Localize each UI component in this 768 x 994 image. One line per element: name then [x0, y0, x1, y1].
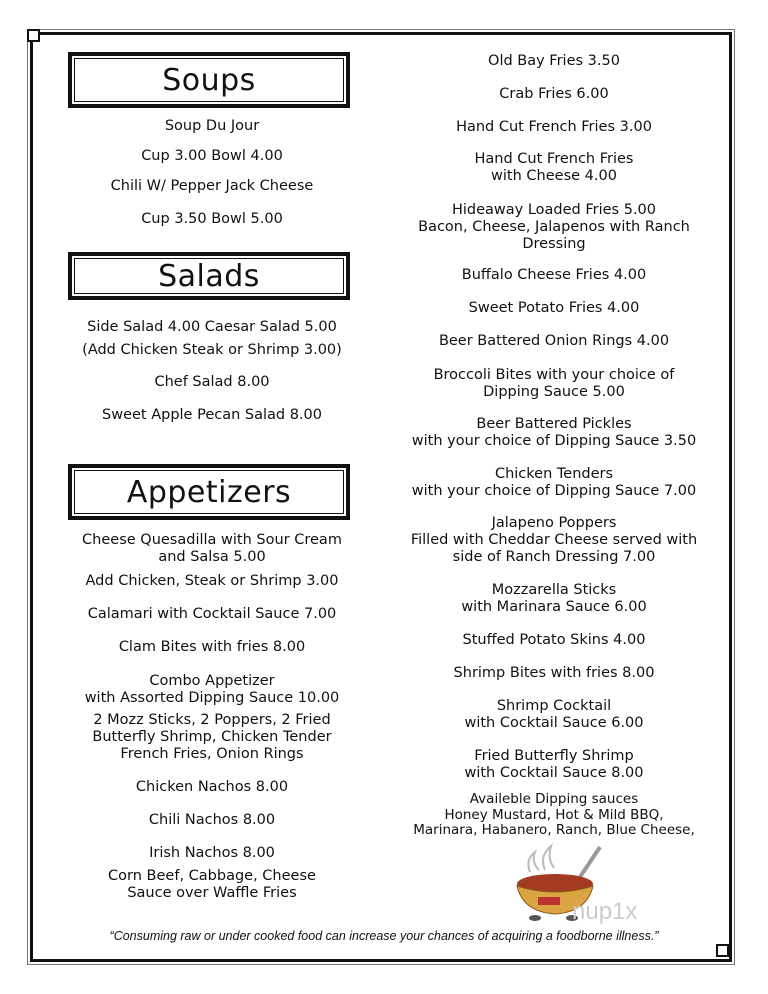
menu-item: Chicken Tenders with your choice of Dipping Sauce 7.00	[411, 466, 697, 499]
menu-item: Crab Fries 6.00	[499, 86, 609, 102]
menu-item: Clam Bites with fries 8.00	[118, 639, 306, 655]
menu-item: Soup Du Jour	[164, 118, 260, 134]
menu-item: Chicken Nachos 8.00	[135, 779, 289, 795]
menu-item: Corn Beef, Cabbage, Cheese Sauce over Waffle Fries	[108, 868, 316, 901]
dipping-sauces: Availeble Dipping sauces Honey Mustard, Hot & Mild BBQ, Marinara, Habanero, Ranch, Blue Cheese,	[413, 791, 695, 838]
menu-item: Chili W/ Pepper Jack Cheese	[110, 178, 314, 194]
section-title: Appetizers	[74, 470, 344, 514]
menu-item: Mozzarella Sticks with Marinara Sauce 6.00	[461, 582, 647, 615]
menu-item: Chef Salad 8.00	[154, 374, 270, 390]
watermark: nup1x	[572, 898, 638, 925]
menu-item: Jalapeno Poppers Filled with Cheddar Cheese served with side of Ranch Dressing 7.00	[410, 515, 698, 565]
corner-ornament	[27, 29, 40, 42]
section-title: Salads	[74, 258, 344, 294]
food-safety-disclaimer: “Consuming raw or under cooked food can increase your chances of acquiring a foodborne illness.”	[109, 929, 659, 943]
menu-item: Broccoli Bites with your choice of Dipping Sauce 5.00	[433, 367, 675, 400]
corner-ornament	[716, 944, 729, 957]
menu-item: Cup 3.00 Bowl 4.00	[141, 148, 283, 164]
soups-header	[68, 52, 350, 108]
menu-item: Hand Cut French Fries with Cheese 4.00	[474, 151, 634, 184]
menu-item: Old Bay Fries 3.50	[488, 53, 620, 69]
menu-item: (Add Chicken Steak or Shrimp 3.00)	[82, 342, 342, 358]
menu-item: Sweet Potato Fries 4.00	[468, 300, 640, 316]
menu-item: Cup 3.50 Bowl 5.00	[141, 211, 283, 227]
menu-item: Irish Nachos 8.00	[149, 845, 275, 861]
menu-item: 2 Mozz Sticks, 2 Poppers, 2 Fried Butterfly Shrimp, Chicken Tender French Fries, Onion Rings	[92, 712, 332, 762]
menu-item: Sweet Apple Pecan Salad 8.00	[102, 407, 322, 423]
menu-item: Side Salad 4.00 Caesar Salad 5.00	[87, 319, 337, 335]
appetizers-header	[68, 464, 350, 520]
menu-item: Shrimp Bites with fries 8.00	[453, 665, 655, 681]
menu-item: Buffalo Cheese Fries 4.00	[461, 267, 647, 283]
menu-item: Chili Nachos 8.00	[148, 812, 276, 828]
menu-item: Hand Cut French Fries 3.00	[456, 119, 652, 135]
menu-item: Stuffed Potato Skins 4.00	[462, 632, 646, 648]
salads-header	[68, 252, 350, 300]
menu-item: Combo Appetizer with Assorted Dipping Sauce 10.00	[84, 673, 340, 706]
menu-item: Add Chicken, Steak or Shrimp 3.00	[85, 573, 339, 589]
section-title: Soups	[74, 58, 344, 102]
menu-item: Calamari with Cocktail Sauce 7.00	[87, 606, 337, 622]
menu-item: Fried Butterfly Shrimp with Cocktail Sauce 8.00	[464, 748, 644, 781]
menu-item: Shrimp Cocktail with Cocktail Sauce 6.00	[464, 698, 644, 731]
menu-item: Beer Battered Onion Rings 4.00	[438, 333, 670, 349]
menu-item: Hideaway Loaded Fries 5.00 Bacon, Cheese, Jalapenos with Ranch Dressing	[418, 202, 690, 252]
menu-item: Cheese Quesadilla with Sour Cream and Salsa 5.00	[82, 532, 342, 565]
menu-item: Beer Battered Pickles with your choice of Dipping Sauce 3.50	[411, 416, 697, 449]
